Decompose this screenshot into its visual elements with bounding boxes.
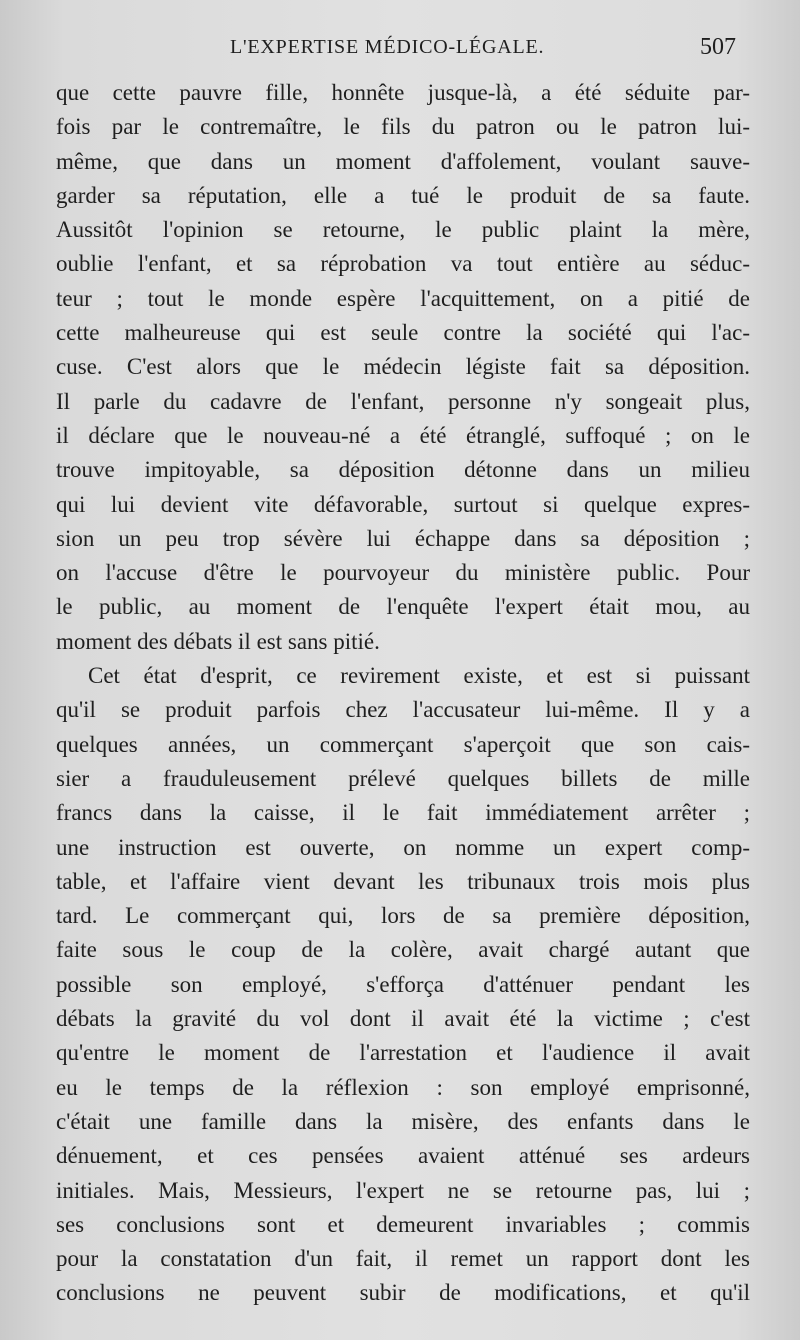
text-line: sier a frauduleusement prélevé quelques billets de mille bbox=[56, 765, 750, 791]
text-line: cette malheureuse qui est seule contre la société qui l'ac- bbox=[56, 320, 750, 346]
text-line: il déclare que le nouveau-né a été étranglé, suffoqué ; on le bbox=[56, 422, 750, 448]
text-line: qui lui devient vite défavorable, surtout si quelque expres- bbox=[56, 491, 750, 517]
text-line: table, et l'affaire vient devant les tribunaux trois mois plus bbox=[56, 868, 750, 894]
text-line: même, que dans un moment d'affolement, voulant sauve- bbox=[56, 148, 750, 174]
text-line: oublie l'enfant, et sa réprobation va tout entière au séduc- bbox=[56, 251, 750, 277]
running-title: L'EXPERTISE MÉDICO-LÉGALE. bbox=[230, 36, 545, 58]
text-line: ses conclusions sont et demeurent invariables ; commis bbox=[56, 1211, 750, 1237]
text-line: fois par le contremaître, le fils du patron ou le patron lui- bbox=[56, 114, 750, 140]
paragraph-first-line: Cet état d'esprit, ce revirement existe, et est si puissant bbox=[88, 663, 750, 689]
text-line: c'était une famille dans la misère, des enfants dans le bbox=[56, 1108, 750, 1134]
text-line: Aussitôt l'opinion se retourne, le public plaint la mère, bbox=[56, 217, 750, 243]
text-line: qu'il se produit parfois chez l'accusateur lui-même. Il y a bbox=[56, 697, 750, 723]
text-line: dénuement, et ces pensées avaient atténué ses ardeurs bbox=[56, 1143, 750, 1169]
text-line: faite sous le coup de la colère, avait chargé autant que bbox=[56, 937, 750, 963]
text-line: initiales. Mais, Messieurs, l'expert ne se retourne pas, lui ; bbox=[56, 1177, 750, 1203]
text-line: garder sa réputation, elle a tué le produit de sa faute. bbox=[56, 182, 750, 208]
text-line: trouve impitoyable, sa déposition détonne dans un milieu bbox=[56, 457, 750, 483]
text-line: teur ; tout le monde espère l'acquittement, on a pitié de bbox=[56, 285, 750, 311]
page-header bbox=[56, 32, 744, 66]
page-number: 507 bbox=[700, 34, 736, 60]
text-line: que cette pauvre fille, honnête jusque-là, a été séduite par- bbox=[56, 80, 750, 105]
text-line: débats la gravité du vol dont il avait été la victime ; c'est bbox=[56, 1006, 750, 1032]
text-line: le public, au moment de l'enquête l'expert était mou, au bbox=[56, 594, 750, 620]
text-line: quelques années, un commerçant s'aperçoit que son cais- bbox=[56, 731, 750, 757]
text-line: cuse. C'est alors que le médecin légiste fait sa déposition. bbox=[56, 354, 750, 380]
text-line: pour la constatation d'un fait, il remet un rapport dont les bbox=[56, 1246, 750, 1272]
text-line: on l'accuse d'être le pourvoyeur du ministère public. Pour bbox=[56, 560, 750, 586]
text-line: une instruction est ouverte, on nomme un expert comp- bbox=[56, 834, 750, 860]
text-line: eu le temps de la réflexion : son employé emprisonné, bbox=[56, 1074, 750, 1100]
text-line: conclusions ne peuvent subir de modifications, et qu'il bbox=[56, 1280, 750, 1306]
text-line: tard. Le commerçant qui, lors de sa première déposition, bbox=[56, 903, 750, 929]
text-line: Il parle du cadavre de l'enfant, personne n'y songeait plus, bbox=[56, 388, 750, 414]
text-line: francs dans la caisse, il le fait immédiatement arrêter ; bbox=[56, 800, 750, 826]
text-line: qu'entre le moment de l'arrestation et l'audience il avait bbox=[56, 1040, 750, 1066]
body-text bbox=[56, 76, 750, 1311]
text-line: sion un peu trop sévère lui échappe dans sa déposition ; bbox=[56, 525, 750, 551]
paragraph-last-line: moment des débats il est sans pitié. bbox=[56, 628, 380, 654]
text-line: possible son employé, s'efforça d'atténuer pendant les bbox=[56, 971, 750, 997]
